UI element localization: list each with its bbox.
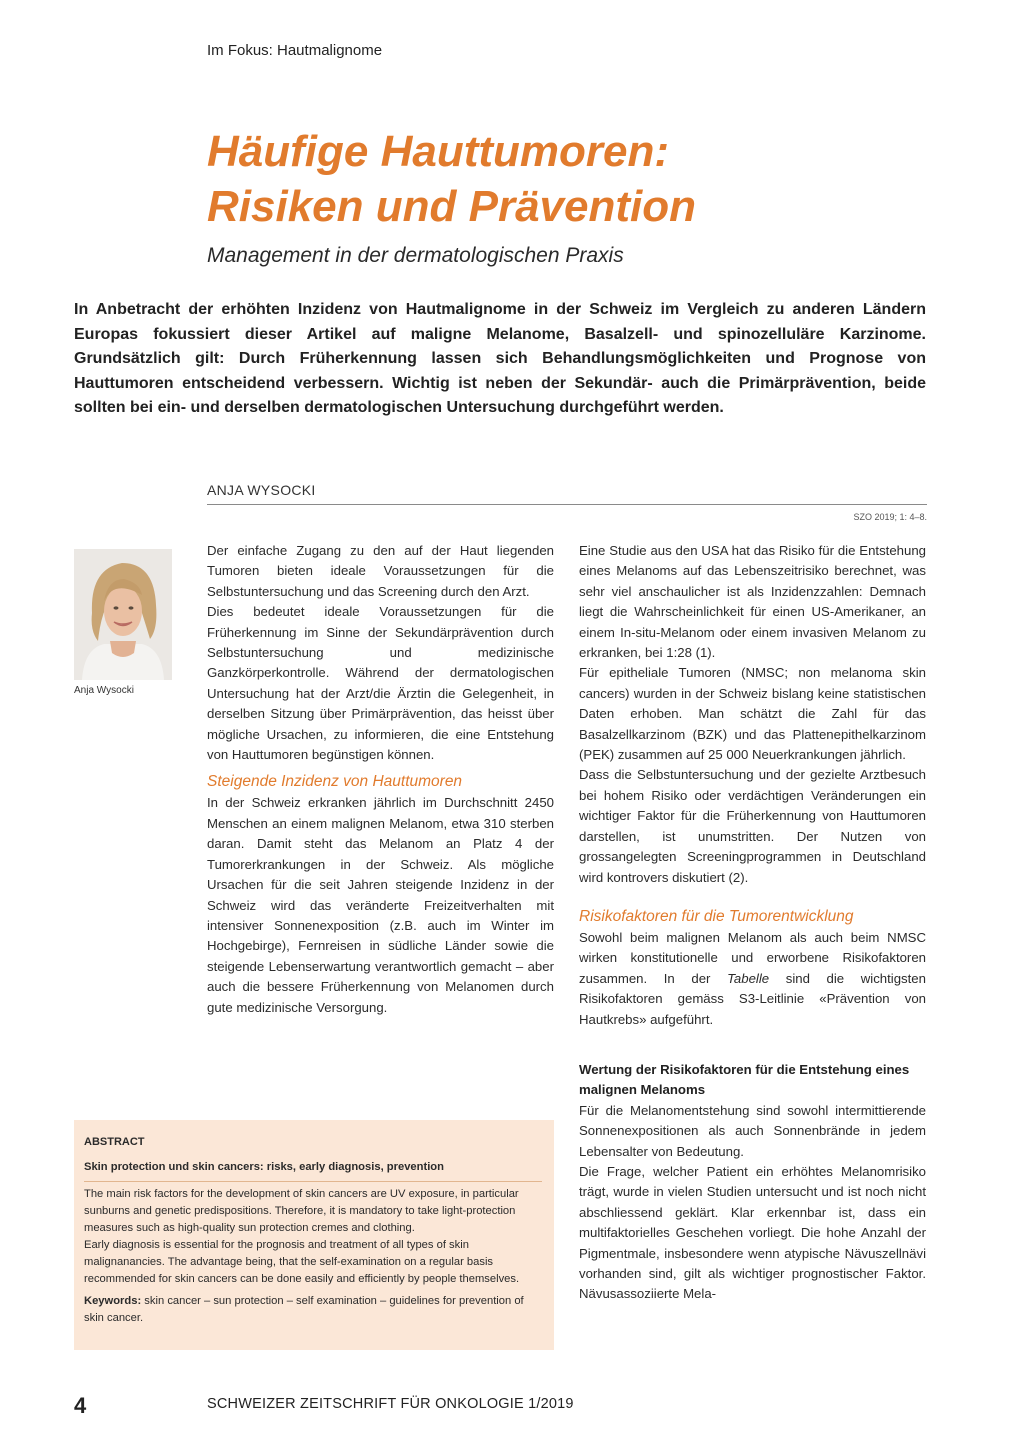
abstract-paragraph: The main risk factors for the development of skin cancers are UV exposure, in particular sunburns and genetic predispositions. Therefore, it is mandatory to take light-protection measures such as high-quality sun protection cremes and clothing.	[84, 1188, 519, 1234]
paragraph: Eine Studie aus den USA hat das Risiko für die Entstehung eines Melanoms auf das Lebenszeitrisiko berechnet, was sehr viel anschaulicher ist als Inzidenzzahlen: Demnach liegt die Wahrscheinlichkeit für einen US-Amerikaner, an einem In-situ-Melanom oder einem invasiven Melanom zu erkranken, bei 1:28 (1).	[579, 543, 926, 661]
body-column-right	[579, 541, 926, 1305]
title-line-2: Risiken und Prävention	[207, 182, 696, 231]
keywords-text: skin cancer – sun protection – self examination – guidelines for prevention of skin cancer.	[84, 1295, 524, 1324]
paragraph: Für die Melanomentstehung sind sowohl intermittierende Sonnenexpositionen als auch Sonnenbrände in jedem Lebensalter von Bedeutung.	[579, 1102, 926, 1159]
subsection-heading: Wertung der Risikofaktoren für die Entstehung eines malignen Melanoms	[579, 1061, 910, 1098]
table-reference: Tabelle	[727, 970, 770, 986]
author-portrait-image	[74, 549, 172, 680]
paragraph: Die Frage, welcher Patient ein erhöhtes Melanomrisiko trägt, wurde in vielen Studien untersucht und ist noch nicht abschliessend geklärt. Klar erkennbar ist, dass ein multifaktorielles Geschehen vorliegt. Die hohe Anzahl der Pigmentmale, insbesondere wenn atypische Nävuszellnävi vorhanden sind, gilt als wichtiger prognostischer Faktor. Nävusassoziierte Mela-	[579, 1163, 926, 1302]
section-heading: Risikofaktoren für die Tumorentwicklung	[579, 907, 854, 925]
abstract-title: Skin protection und skin cancers: risks, early diagnosis, prevention	[84, 1159, 542, 1182]
keywords-label: Keywords:	[84, 1295, 142, 1307]
paragraph	[579, 928, 926, 1030]
abstract-label: ABSTRACT	[84, 1136, 145, 1148]
lead-paragraph: In Anbetracht der erhöhten Inzidenz von Hautmalignome in der Schweiz im Vergleich zu anderen Ländern Europas fokussiert dieser Artikel auf maligne Melanome, Basalzell- und spinozelluläre Karzinome. Grundsätzlich gilt: Durch Früherkennung lassen sich Behandlungsmöglichkeiten und Prognose von Hauttumoren entscheidend verbessern. Wichtig ist neben der Sekundär- auch die Primärprävention, beide sollten bei ein- und derselben dermatologischen Untersuchung durchgeführt werden.	[74, 301, 926, 416]
paragraph: Dies bedeutet ideale Voraussetzungen für die Früherkennung im Sinne der Sekundärprävention durch Selbstuntersuchung und medizinische Ganzkörperkontrolle. Während der dermatologischen Untersuchung hat der Arzt/die Ärztin die Gelegenheit, in derselben Sitzung über Primärprävention, das heisst über mögliche Ursachen, zu informieren, die eine Entstehung von Hauttumoren begünstigen können.	[207, 604, 554, 763]
article-subtitle: Management in der dermatologischen Praxis	[207, 244, 624, 267]
body-column-left	[207, 541, 554, 1018]
journal-name: SCHWEIZER ZEITSCHRIFT FÜR ONKOLOGIE 1/2019	[207, 1396, 574, 1412]
abstract-box	[74, 1120, 554, 1350]
author-photo	[74, 549, 172, 680]
citation: SZO 2019; 1: 4–8.	[853, 512, 927, 522]
author-divider	[207, 504, 927, 505]
text-run: Sowohl beim malignen Melanom als auch beim NMSC wirken konstitutionelle und erworbene Risikofaktoren zusammen. In der	[579, 929, 926, 986]
text-run: sind die wichtigsten Risikofaktoren gemäss S3-Leitlinie «Prävention von Hautkrebs» aufgeführt.	[579, 970, 926, 1027]
abstract-paragraph: Early diagnosis is essential for the prognosis and treatment of all types of skin malignanancies. The advantage being, that the self-examination on a regular basis recommended for skin cancers can be done easily and efficiently by people themselves.	[84, 1239, 520, 1285]
page-number: 4	[74, 1393, 87, 1418]
abstract-keywords	[84, 1293, 542, 1327]
paragraph: In der Schweiz erkranken jährlich im Durchschnitt 2450 Menschen an einem malignen Melanom, etwa 310 sterben daran. Damit steht das Melanom an Platz 4 der Tumorerkrankungen in der Schweiz. Als mögliche Ursachen für die seit Jahren steigende Inzidenz in der Schweiz wird das veränderte Freizeitverhalten mit intensiver Sonnenexposition (z.B. auch im Winter im Hochgebirge), Fernreisen in südliche Länder sowie die steigende Lebenserwartung verantwortlich gemacht – aber auch die bessere Früherkennung von Melanomen durch gute medizinische Versorgung.	[207, 795, 554, 1015]
author-name: ANJA WYSOCKI	[207, 482, 316, 498]
paragraph: Für epitheliale Tumoren (NMSC; non melanoma skin cancers) wurden in der Schweiz bislang keine statistischen Daten erhoben. Man schätzt die Zahl für das Basalzellkarzinom (BZK) und das Plattenepithelkarzinom (PEK) zusammen auf 25 000 Neuerkrankungen jährlich.	[579, 665, 926, 763]
paragraph: Dass die Selbstuntersuchung und der gezielte Arztbesuch bei hohem Risiko oder verdächtigen Veränderungen ein wichtiger Faktor für die Früherkennung von Hauttumoren darstellen, ist unumstritten. Der Nutzen von grossangelegten Screeningprogrammen in Deutschland wird kontrovers diskutiert (2).	[579, 767, 926, 885]
section-kicker: Im Fokus: Hautmalignome	[207, 42, 383, 59]
title-line-1: Häufige Hauttumoren:	[207, 127, 669, 176]
section-heading: Steigende Inzidenz von Hauttumoren	[207, 773, 463, 791]
paragraph: Der einfache Zugang zu den auf der Haut liegenden Tumoren bieten ideale Voraussetzungen für die Selbstuntersuchung und das Screening durch den Arzt.	[207, 543, 554, 599]
photo-caption: Anja Wysocki	[74, 685, 134, 696]
article-title	[207, 124, 927, 234]
